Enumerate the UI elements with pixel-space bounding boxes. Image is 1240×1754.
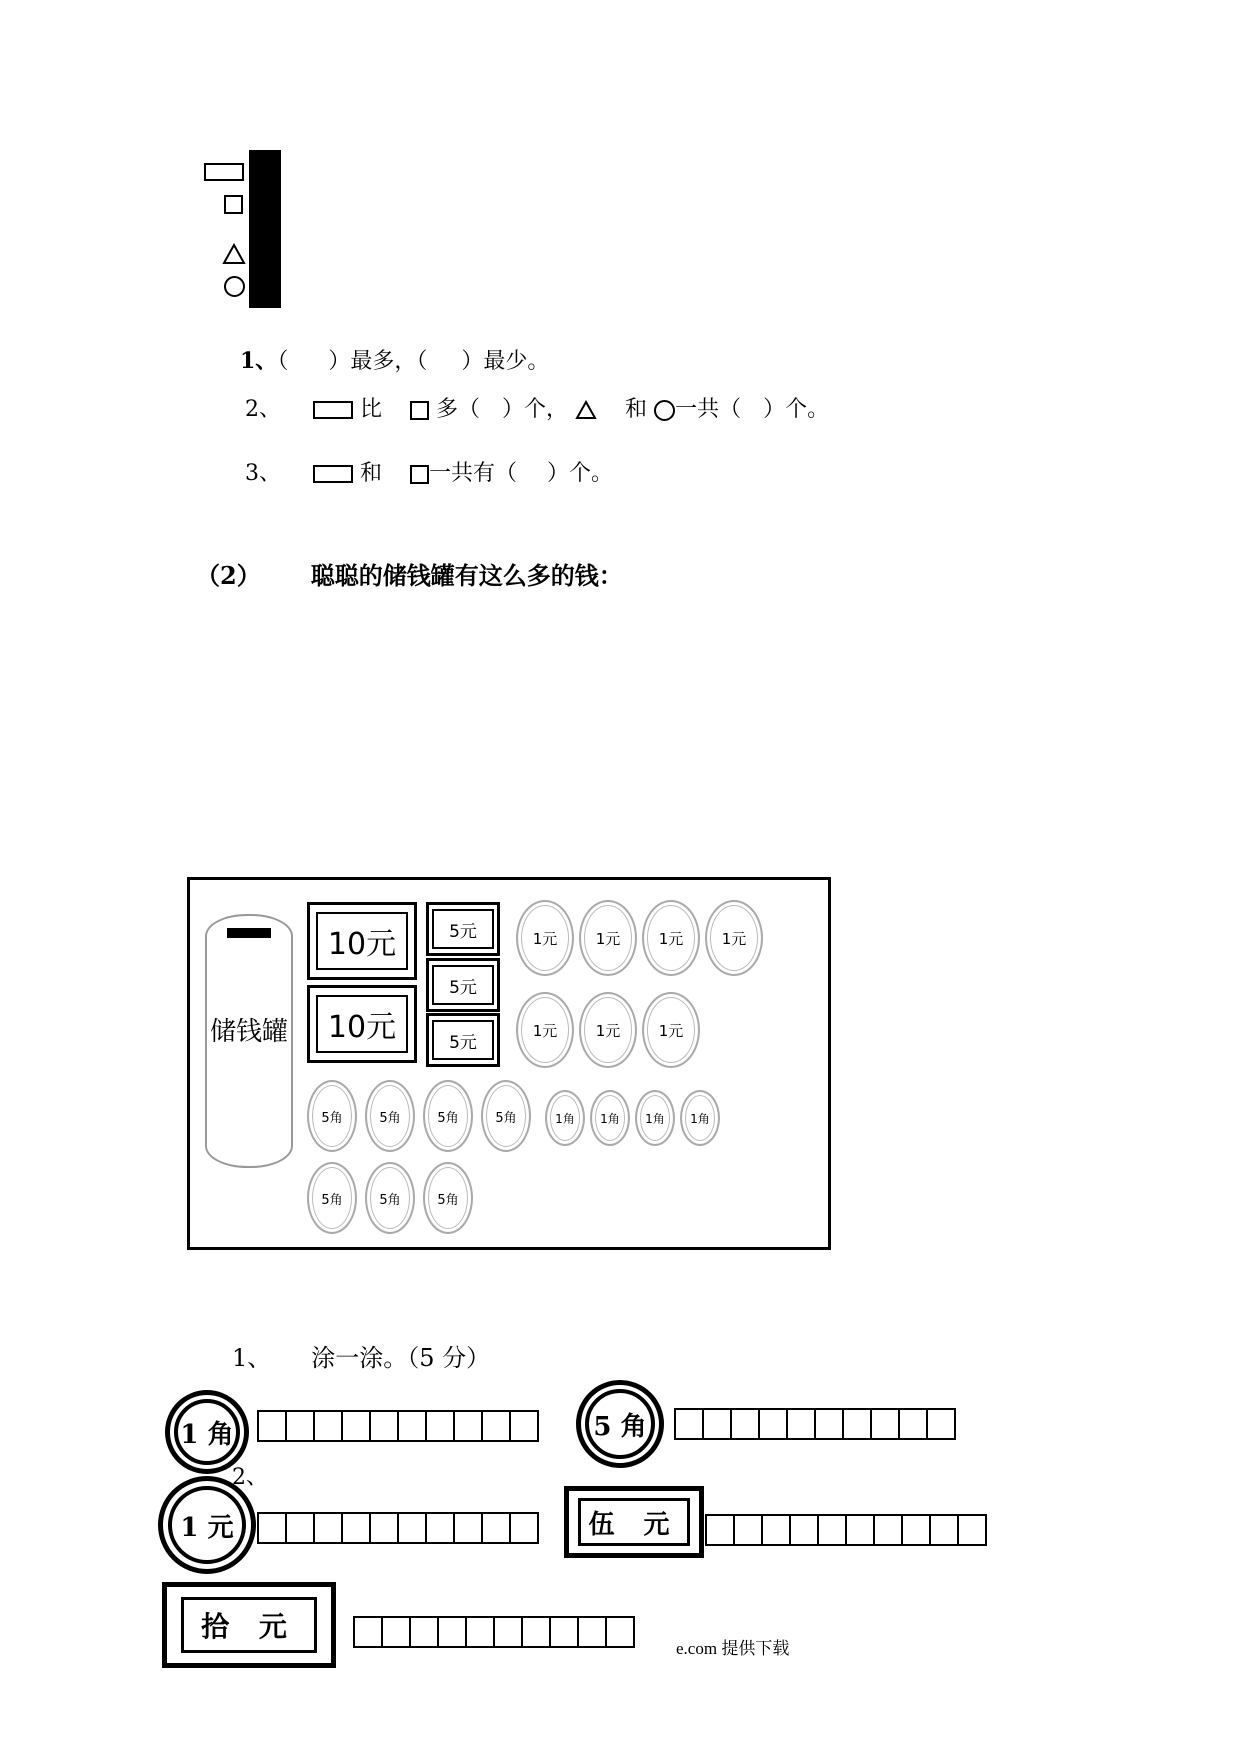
coloring-cell[interactable] [481, 1512, 511, 1544]
coloring-cell[interactable] [437, 1616, 467, 1648]
coin-1-yuan: 1元 [642, 900, 700, 976]
note-10-yuan: 10元 [307, 985, 417, 1063]
coloring-cell[interactable] [425, 1410, 455, 1442]
note-5-yuan: 5元 [426, 902, 500, 956]
piggy-bank-jar [205, 914, 293, 1168]
coloring-cells-10-yuan [353, 1616, 635, 1648]
coloring-cell[interactable] [425, 1512, 455, 1544]
coloring-cell[interactable] [341, 1512, 371, 1544]
coloring-cell[interactable] [733, 1514, 763, 1546]
coloring-cell[interactable] [814, 1408, 844, 1440]
coin-1-yuan: 1元 [579, 900, 637, 976]
coloring-cells-1-yuan [257, 1512, 539, 1544]
circle-icon [654, 400, 675, 421]
coin-5-jiao: 5角 [365, 1080, 415, 1152]
coloring-cell[interactable] [521, 1616, 551, 1648]
coloring-cell[interactable] [898, 1408, 928, 1440]
coin-1-yuan: 1元 [642, 992, 700, 1068]
note-5-yuan: 5元 [426, 1013, 500, 1067]
coloring-cell[interactable] [369, 1512, 399, 1544]
rectangle-icon [204, 163, 244, 181]
jar-label: 储钱罐 [209, 1017, 288, 1047]
coloring-cells-1-jiao [257, 1410, 539, 1442]
coloring-cell[interactable] [397, 1410, 427, 1442]
coloring-cell[interactable] [870, 1408, 900, 1440]
coloring-cell[interactable] [674, 1408, 704, 1440]
coloring-cell[interactable] [257, 1512, 287, 1544]
coin-5-jiao: 5角 [423, 1162, 473, 1234]
coloring-cell[interactable] [705, 1514, 735, 1546]
triangle-icon [222, 243, 246, 265]
coloring-cell[interactable] [493, 1616, 523, 1648]
grid-row-circle [250, 268, 280, 307]
coin-5-jiao: 5角 [481, 1080, 531, 1152]
shape-count-grid [249, 150, 281, 308]
coloring-cell[interactable] [341, 1410, 371, 1442]
coin-1-jiao: 1角 [680, 1090, 720, 1146]
coin-1-yuan: 1元 [516, 900, 574, 976]
grid-cell[interactable] [278, 151, 280, 190]
coloring-cell[interactable] [577, 1616, 607, 1648]
coloring-cell[interactable] [257, 1410, 287, 1442]
coloring-cell[interactable] [758, 1408, 788, 1440]
coloring-cell[interactable] [957, 1514, 987, 1546]
big-coin-5-jiao: 5 角 [576, 1380, 664, 1468]
coin-5-jiao: 5角 [307, 1162, 357, 1234]
coin-1-yuan: 1元 [705, 900, 763, 976]
task-1-heading: 1、 涂一涂。（5 分） [232, 1344, 491, 1372]
square-icon [410, 465, 429, 484]
coloring-cells-5-yuan [705, 1514, 987, 1546]
coloring-cell[interactable] [285, 1410, 315, 1442]
coloring-cell[interactable] [549, 1616, 579, 1648]
coloring-cells-5-jiao [674, 1408, 956, 1440]
coloring-cell[interactable] [481, 1410, 511, 1442]
question-3: 3、 和 一共有（ ）个。 [245, 461, 614, 486]
coloring-cell[interactable] [901, 1514, 931, 1546]
coloring-cell[interactable] [369, 1410, 399, 1442]
coloring-cell[interactable] [509, 1512, 539, 1544]
coin-5-jiao: 5角 [365, 1162, 415, 1234]
rectangle-icon [313, 401, 353, 419]
coloring-cell[interactable] [409, 1616, 439, 1648]
footer-text: e.com 提供下载 [676, 1639, 790, 1658]
section-2-heading: （2） 聪聪的储钱罐有这么多的钱： [196, 561, 623, 590]
grid-cell[interactable] [278, 268, 280, 307]
coloring-cell[interactable] [789, 1514, 819, 1546]
grid-row-square [250, 190, 280, 229]
coloring-cell[interactable] [842, 1408, 872, 1440]
triangle-icon [575, 400, 597, 420]
coloring-cell[interactable] [845, 1514, 875, 1546]
coloring-cell[interactable] [353, 1616, 383, 1648]
coloring-cell[interactable] [730, 1408, 760, 1440]
coloring-cell[interactable] [313, 1410, 343, 1442]
coin-1-jiao: 1角 [635, 1090, 675, 1146]
note-10-yuan: 10元 [307, 902, 417, 980]
coloring-cell[interactable] [381, 1616, 411, 1648]
coloring-cell[interactable] [926, 1408, 956, 1440]
grid-row-triangle [250, 229, 280, 268]
coloring-cell[interactable] [761, 1514, 791, 1546]
coloring-cell[interactable] [453, 1512, 483, 1544]
coin-slot-icon [227, 928, 271, 938]
coloring-cell[interactable] [817, 1514, 847, 1546]
big-coin-1-jiao: 1 角 [165, 1390, 249, 1474]
big-note-5-yuan: 伍 元 [564, 1486, 704, 1558]
coin-5-jiao: 5角 [423, 1080, 473, 1152]
coin-1-jiao: 1角 [590, 1090, 630, 1146]
grid-cell[interactable] [278, 229, 280, 268]
coin-1-yuan: 1元 [516, 992, 574, 1068]
big-note-10-yuan: 拾 元 [162, 1582, 336, 1668]
question-2: 2、 比 多（ ）个， 和 一共（ ）个。 [245, 397, 830, 422]
coloring-cell[interactable] [605, 1616, 635, 1648]
coloring-cell[interactable] [873, 1514, 903, 1546]
piggy-bank-panel [187, 877, 831, 1250]
square-icon [410, 401, 429, 420]
coloring-cell[interactable] [453, 1410, 483, 1442]
coloring-cell[interactable] [397, 1512, 427, 1544]
coin-1-jiao: 1角 [545, 1090, 585, 1146]
coloring-cell[interactable] [313, 1512, 343, 1544]
question-1: 1、（ ）最多，（ ）最少。 [240, 348, 550, 374]
coloring-cell[interactable] [509, 1410, 539, 1442]
circle-icon [224, 276, 245, 297]
coin-5-jiao: 5角 [307, 1080, 357, 1152]
coloring-cell[interactable] [786, 1408, 816, 1440]
grid-row-rectangle [250, 151, 280, 190]
big-coin-1-yuan: 1 元 [158, 1476, 256, 1574]
rectangle-icon [313, 465, 353, 483]
task-2-number: 2、 [232, 1465, 268, 1490]
note-5-yuan: 5元 [426, 958, 500, 1012]
coin-1-yuan: 1元 [579, 992, 637, 1068]
coloring-cell[interactable] [285, 1512, 315, 1544]
coloring-cell[interactable] [702, 1408, 732, 1440]
coloring-cell[interactable] [929, 1514, 959, 1546]
coloring-cell[interactable] [465, 1616, 495, 1648]
square-icon [224, 195, 243, 214]
grid-cell[interactable] [278, 190, 280, 229]
